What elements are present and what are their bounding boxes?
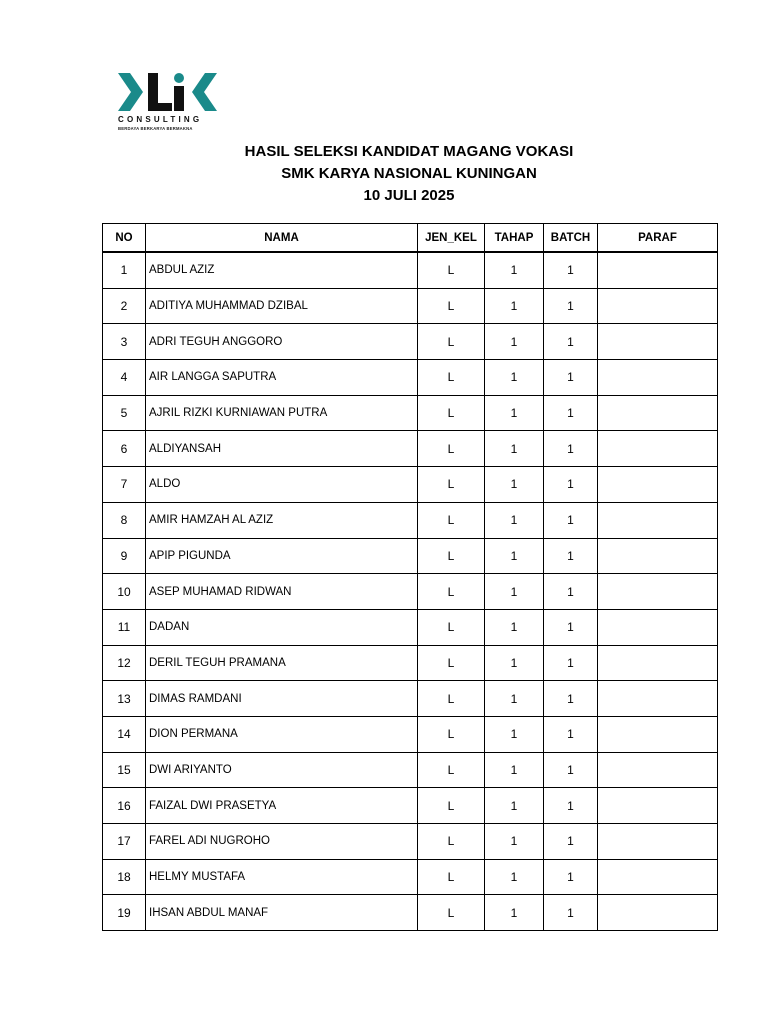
table-row — [103, 324, 718, 360]
document-heading — [0, 141, 768, 207]
cell-nama: DWI ARIYANTO — [146, 752, 418, 788]
cell-tahap: 1 — [485, 395, 544, 431]
title-line-1: HASIL SELEKSI KANDIDAT MAGANG VOKASI — [244, 143, 574, 160]
table-row — [103, 859, 718, 895]
cell-tahap: 1 — [485, 574, 544, 610]
cell-batch: 1 — [544, 467, 598, 503]
table-row — [103, 288, 718, 324]
cell-batch: 1 — [544, 645, 598, 681]
cell-paraf — [598, 395, 718, 431]
cell-tahap: 1 — [485, 788, 544, 824]
cell-paraf — [598, 609, 718, 645]
table-row — [103, 895, 718, 931]
cell-paraf — [598, 252, 718, 288]
cell-tahap: 1 — [485, 681, 544, 717]
cell-jen-kel: L — [418, 431, 485, 467]
column-header-jen-kel: JEN_KEL — [418, 224, 485, 253]
cell-paraf — [598, 360, 718, 396]
table-header-row — [103, 224, 718, 253]
cell-tahap: 1 — [485, 431, 544, 467]
cell-nama: APIP PIGUNDA — [146, 538, 418, 574]
table-row — [103, 538, 718, 574]
cell-no: 8 — [103, 502, 146, 538]
lic-logo-mark-icon — [116, 70, 220, 114]
cell-batch: 1 — [544, 859, 598, 895]
cell-tahap: 1 — [485, 360, 544, 396]
table-row — [103, 609, 718, 645]
company-logo — [116, 70, 226, 138]
cell-nama: ALDIYANSAH — [146, 431, 418, 467]
cell-batch: 1 — [544, 360, 598, 396]
cell-nama: DADAN — [146, 609, 418, 645]
cell-tahap: 1 — [485, 645, 544, 681]
title-line-3: 10 JULI 2025 — [363, 187, 455, 204]
cell-paraf — [598, 288, 718, 324]
cell-batch: 1 — [544, 716, 598, 752]
cell-batch: 1 — [544, 431, 598, 467]
logo-tagline: BERDAYA BERKARYA BERMAKNA — [118, 126, 193, 131]
cell-nama: FAREL ADI NUGROHO — [146, 824, 418, 860]
cell-paraf — [598, 895, 718, 931]
cell-batch: 1 — [544, 324, 598, 360]
cell-no: 12 — [103, 645, 146, 681]
cell-paraf — [598, 467, 718, 503]
cell-tahap: 1 — [485, 895, 544, 931]
cell-jen-kel: L — [418, 395, 485, 431]
cell-tahap: 1 — [485, 288, 544, 324]
cell-jen-kel: L — [418, 288, 485, 324]
column-header-batch: BATCH — [544, 224, 598, 253]
cell-jen-kel: L — [418, 324, 485, 360]
cell-no: 7 — [103, 467, 146, 503]
cell-no: 13 — [103, 681, 146, 717]
cell-nama: ASEP MUHAMAD RIDWAN — [146, 574, 418, 610]
cell-tahap: 1 — [485, 538, 544, 574]
cell-tahap: 1 — [485, 467, 544, 503]
table-row — [103, 395, 718, 431]
cell-nama: DIMAS RAMDANI — [146, 681, 418, 717]
cell-no: 19 — [103, 895, 146, 931]
cell-jen-kel: L — [418, 788, 485, 824]
cell-no: 11 — [103, 609, 146, 645]
cell-nama: FAIZAL DWI PRASETYA — [146, 788, 418, 824]
cell-paraf — [598, 645, 718, 681]
cell-jen-kel: L — [418, 467, 485, 503]
cell-tahap: 1 — [485, 502, 544, 538]
cell-nama: ABDUL AZIZ — [146, 252, 418, 288]
cell-paraf — [598, 859, 718, 895]
cell-nama: DION PERMANA — [146, 716, 418, 752]
table-row — [103, 252, 718, 288]
cell-tahap: 1 — [485, 324, 544, 360]
cell-nama: IHSAN ABDUL MANAF — [146, 895, 418, 931]
cell-no: 17 — [103, 824, 146, 860]
cell-jen-kel: L — [418, 859, 485, 895]
table-body — [103, 252, 718, 931]
cell-batch: 1 — [544, 752, 598, 788]
table-row — [103, 824, 718, 860]
cell-paraf — [598, 681, 718, 717]
column-header-no: NO — [103, 224, 146, 253]
cell-jen-kel: L — [418, 645, 485, 681]
cell-batch: 1 — [544, 895, 598, 931]
cell-batch: 1 — [544, 395, 598, 431]
cell-batch: 1 — [544, 574, 598, 610]
cell-paraf — [598, 824, 718, 860]
cell-nama: AIR LANGGA SAPUTRA — [146, 360, 418, 396]
cell-batch: 1 — [544, 609, 598, 645]
cell-nama: AJRIL RIZKI KURNIAWAN PUTRA — [146, 395, 418, 431]
table-row — [103, 467, 718, 503]
cell-paraf — [598, 716, 718, 752]
selection-results-table — [102, 223, 718, 931]
cell-no: 10 — [103, 574, 146, 610]
cell-batch: 1 — [544, 788, 598, 824]
cell-paraf — [598, 538, 718, 574]
table-row — [103, 788, 718, 824]
table-row — [103, 574, 718, 610]
cell-batch: 1 — [544, 681, 598, 717]
cell-no: 18 — [103, 859, 146, 895]
cell-batch: 1 — [544, 252, 598, 288]
cell-jen-kel: L — [418, 824, 485, 860]
cell-tahap: 1 — [485, 716, 544, 752]
cell-jen-kel: L — [418, 538, 485, 574]
cell-nama: AMIR HAMZAH AL AZIZ — [146, 502, 418, 538]
cell-tahap: 1 — [485, 752, 544, 788]
table-row — [103, 431, 718, 467]
cell-paraf — [598, 574, 718, 610]
cell-tahap: 1 — [485, 609, 544, 645]
table-row — [103, 681, 718, 717]
cell-nama: ADRI TEGUH ANGGORO — [146, 324, 418, 360]
cell-no: 4 — [103, 360, 146, 396]
cell-tahap: 1 — [485, 824, 544, 860]
table-row — [103, 502, 718, 538]
cell-no: 14 — [103, 716, 146, 752]
cell-batch: 1 — [544, 502, 598, 538]
cell-no: 9 — [103, 538, 146, 574]
cell-jen-kel: L — [418, 252, 485, 288]
cell-paraf — [598, 788, 718, 824]
cell-tahap: 1 — [485, 859, 544, 895]
table-row — [103, 752, 718, 788]
cell-nama: DERIL TEGUH PRAMANA — [146, 645, 418, 681]
cell-no: 1 — [103, 252, 146, 288]
table-row — [103, 645, 718, 681]
cell-batch: 1 — [544, 538, 598, 574]
cell-jen-kel: L — [418, 360, 485, 396]
cell-nama: ADITIYA MUHAMMAD DZIBAL — [146, 288, 418, 324]
cell-paraf — [598, 324, 718, 360]
column-header-paraf: PARAF — [598, 224, 718, 253]
cell-nama: ALDO — [146, 467, 418, 503]
title-line-2: SMK KARYA NASIONAL KUNINGAN — [281, 165, 537, 182]
cell-jen-kel: L — [418, 502, 485, 538]
cell-batch: 1 — [544, 288, 598, 324]
cell-jen-kel: L — [418, 681, 485, 717]
cell-nama: HELMY MUSTAFA — [146, 859, 418, 895]
cell-paraf — [598, 752, 718, 788]
cell-jen-kel: L — [418, 895, 485, 931]
cell-paraf — [598, 431, 718, 467]
cell-paraf — [598, 502, 718, 538]
cell-batch: 1 — [544, 824, 598, 860]
cell-no: 2 — [103, 288, 146, 324]
cell-no: 15 — [103, 752, 146, 788]
column-header-tahap: TAHAP — [485, 224, 544, 253]
table-row — [103, 360, 718, 396]
cell-no: 6 — [103, 431, 146, 467]
cell-tahap: 1 — [485, 252, 544, 288]
cell-jen-kel: L — [418, 716, 485, 752]
column-header-nama: NAMA — [146, 224, 418, 253]
cell-jen-kel: L — [418, 752, 485, 788]
cell-jen-kel: L — [418, 574, 485, 610]
cell-jen-kel: L — [418, 609, 485, 645]
table-row — [103, 716, 718, 752]
cell-no: 16 — [103, 788, 146, 824]
cell-no: 5 — [103, 395, 146, 431]
logo-brand-text: CONSULTING — [118, 115, 203, 124]
cell-no: 3 — [103, 324, 146, 360]
